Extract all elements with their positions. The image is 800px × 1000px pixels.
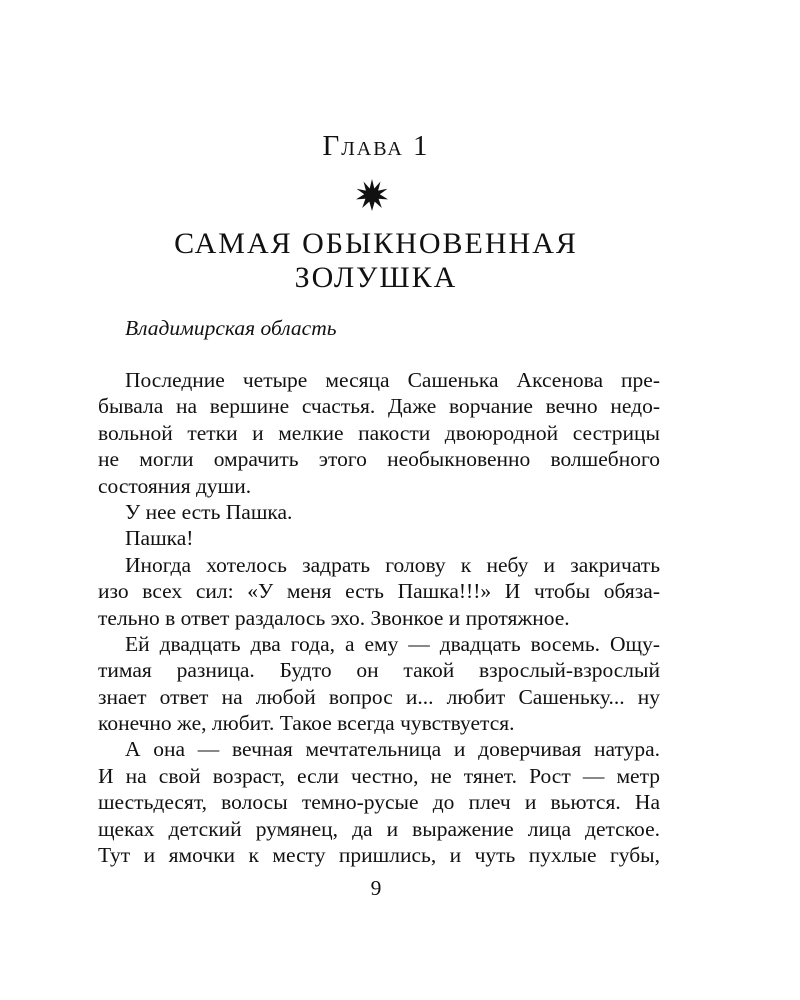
text-line: конечно же, любит. Такое всегда чувствуется. [98, 711, 515, 736]
text-line: тимая разница. Будто он такой взрослый-взрослый [98, 658, 660, 683]
text-line: изо всех сил: «У меня есть Пашка!!!» И чтобы обяза- [98, 579, 660, 604]
text-line: А она — вечная мечтательница и доверчивая натура. [125, 737, 660, 762]
text-line: Иногда хотелось задрать голову к небу и закричать [125, 552, 660, 577]
body-text [98, 367, 660, 868]
text-line: состояния души. [98, 473, 252, 498]
location-heading: Владимирская область [125, 316, 337, 340]
chapter-title-line-1: САМАЯ ОБЫКНОВЕННАЯ [174, 227, 578, 260]
text-line: Пашка! [125, 526, 194, 551]
text-line: знает ответ на любой вопрос и... любит Сашеньку... ну [98, 684, 660, 709]
text-line: тельно в ответ раздалось эхо. Звонкое и протяжное. [98, 605, 570, 630]
text-line: Тут и ямочки к месту пришлись, и чуть пухлые губы, [98, 843, 660, 868]
text-line: Последние четыре месяца Сашенька Аксенова пре- [125, 368, 660, 392]
text-line: бывала на вершине счастья. Даже ворчание вечно недо- [98, 394, 660, 419]
chapter-title [0, 227, 776, 295]
text-line: Ей двадцать два года, а ему — двадцать восемь. Ощу- [125, 631, 660, 656]
text-line: У нее есть Пашка. [125, 499, 293, 524]
text-line: вольной тетки и мелкие пакости двоюродной сестрицы [98, 420, 660, 445]
star-burst-icon [355, 178, 389, 212]
page-number: 9 [370, 876, 382, 900]
text-line: шестьдесят, волосы темно-русые до плеч и вьются. На [98, 790, 660, 815]
chapter-label: Глава 1 [322, 130, 430, 162]
text-line: И на свой возраст, если честно, не тянет. Рост — метр [98, 763, 660, 788]
text-line: щеках детский румянец, да и выражение лица детское. [98, 816, 660, 841]
text-line: не могли омрачить этого необыкновенно волшебного [98, 447, 660, 472]
chapter-title-line-2: ЗОЛУШКА [294, 261, 458, 294]
